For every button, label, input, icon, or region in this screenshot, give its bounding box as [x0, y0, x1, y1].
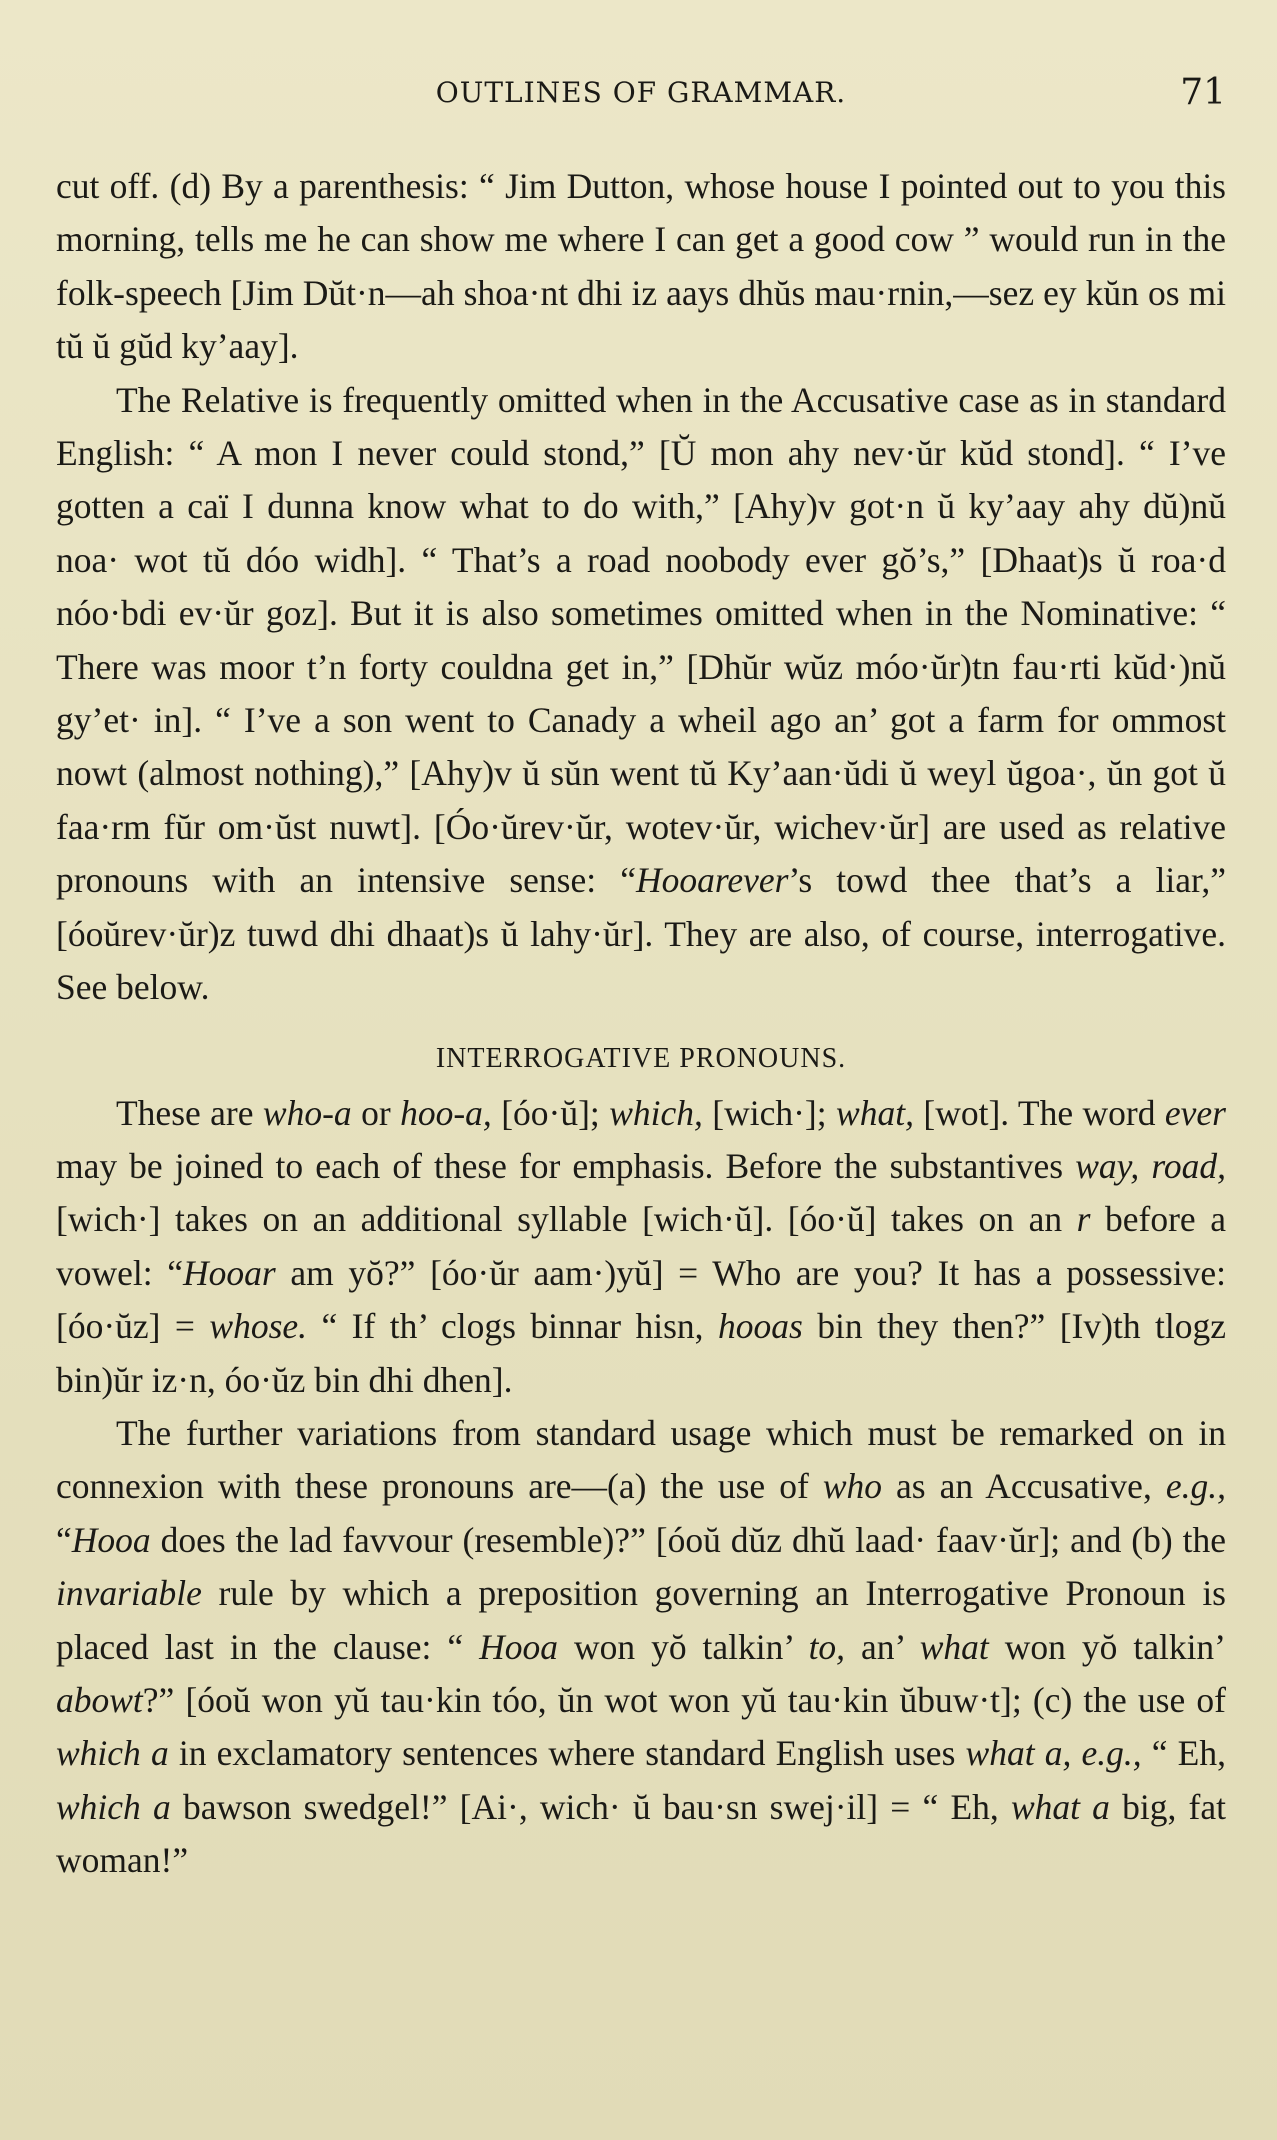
- italic-run: e.g.,: [1165, 1466, 1226, 1507]
- italic-run: which a: [56, 1733, 169, 1774]
- body-text: [56, 160, 1226, 1888]
- paragraph-continuation: [56, 160, 1226, 374]
- text-run: rule by which a preposition governing an Interrogative Pronoun is placed last in the clause: “: [56, 1573, 1226, 1667]
- italic-run: what,: [836, 1092, 914, 1133]
- text-run: an’: [845, 1626, 920, 1667]
- italic-run: hoo-a,: [400, 1092, 492, 1133]
- running-head: [56, 72, 1226, 116]
- text-run: bawson swedgel!” [Ai·, wich· ŭ bau·sn swej·il] = “ Eh,: [170, 1786, 1011, 1827]
- text-run: or: [351, 1092, 401, 1133]
- text-run: cut off. (d) By a parenthesis: “ Jim Dutton, whose house I pointed out to you this morning, tells me he can show me where I can get a good cow ” would run in the folk-speech [Jim Dŭt·n—ah shoa·nt dhi iz aays dhŭs mau·rnin,—sez ey kŭn os mi tŭ ŭ gŭd ky’aay].: [56, 166, 1226, 367]
- italic-run: who: [822, 1466, 883, 1507]
- italic-run: what a,: [965, 1733, 1072, 1774]
- italic-run: way, road,: [1075, 1145, 1226, 1186]
- italic-run: abowt: [56, 1679, 143, 1720]
- italic-run: what a: [1010, 1786, 1110, 1827]
- italic-run: Hooa: [479, 1626, 558, 1667]
- paragraph-variations: [56, 1407, 1226, 1888]
- text-run: may be joined to each of these for emphasis. Before the substantives: [56, 1145, 1076, 1186]
- italic-run: invariable: [56, 1573, 202, 1614]
- text-run: “ Eh,: [1141, 1733, 1226, 1774]
- paragraph-interrogatives: [56, 1087, 1226, 1407]
- text-run: “ If th’ clogs binnar hisn,: [307, 1306, 719, 1347]
- text-run: [wich·];: [702, 1092, 837, 1133]
- text-run: These are: [116, 1092, 263, 1133]
- italic-run: Hooa: [71, 1519, 151, 1560]
- italic-run: which a: [56, 1786, 171, 1827]
- italic-run: to,: [808, 1626, 846, 1667]
- text-run: big, fat woman!”: [56, 1786, 1226, 1881]
- text-run: The further variations from standard usage which must be remarked on in connexion with these pronouns are—(a) the use of: [56, 1412, 1226, 1507]
- text-run: [wich·] takes on an additional syllable [wich·ŭ]. [óo·ŭ] takes on an: [56, 1199, 1077, 1240]
- running-title: OUTLINES OF GRAMMAR.: [435, 76, 847, 109]
- text-run: as an Accusative,: [882, 1466, 1166, 1507]
- text-run: [óo·ŭ];: [491, 1092, 610, 1133]
- text-run: does the lad favvour (resemble)?” [óoŭ dŭz dhŭ laad· faav·ŭr]; and (b) the: [150, 1519, 1226, 1560]
- text-run: before a vowel: “: [56, 1199, 1226, 1293]
- text-run: am yŏ?” [óo·ŭr aam·)yŭ] = Who are you? It has a possessive: [óo·ŭz] =: [56, 1252, 1226, 1347]
- italic-run: which,: [609, 1092, 703, 1133]
- italic-run: whose.: [209, 1306, 308, 1347]
- italic-run: hooas: [718, 1306, 803, 1347]
- text-run: ’s towd thee that’s a liar,” [óoŭrev·ŭr)z tuwd dhi dhaat)s ŭ lahy·ŭr]. They are also, of course, interrogative. See below.: [56, 860, 1226, 1008]
- text-run: [wot]. The word: [913, 1092, 1165, 1133]
- text-run: ?” [óoŭ won yŭ tau·kin tóo, ŭn wot won yŭ tau·kin ŭbuw·t]; (c) the use of: [142, 1679, 1226, 1720]
- italic-run: Hooar: [183, 1252, 276, 1293]
- italic-run: e.g.,: [1081, 1733, 1142, 1774]
- italic-run: what: [919, 1626, 989, 1667]
- paragraph-relative-omission: [56, 374, 1226, 1015]
- text-run: bin they then?” [Iv)th tlogz bin)ŭr iz·n, óo·ŭz bin dhi dhen].: [56, 1306, 1226, 1400]
- text-run: won yŏ talkin’: [557, 1626, 809, 1667]
- italic-run: ever: [1164, 1092, 1226, 1133]
- text-run: The Relative is frequently omitted when in the Accusative case as in standard English: “ A mon I never could stond,” [Ŭ mon ahy nev·ŭr kŭd stond]. “ I’ve gotten a caï I dunna know what to do with,” [Ahy)v got·n ŭ ky’aay ahy dŭ)nŭ noa· wot tŭ dóo widh]. “ That’s a road noobody ever gŏ’s,” [Dhaat)s ŭ roa·d nóo·bdi ev·ŭr goz]. But it is also sometimes omitted when in the Nominative: “ There was moor t’n forty couldna get in,” [Dhŭr wŭz móo·ŭr)tn fau·rti kŭd·)nŭ gy’et· in]. “ I’ve a son went to Canady a wheil ago an’ got a farm for ommost nowt (almost nothing),” [Ahy)v ŭ sŭn went tŭ Ky’aan·ŭdi ŭ weyl ŭgoa·, ŭn got ŭ faa·rm fŭr om·ŭst nuwt]. [Óo·ŭrev·ŭr, wotev·ŭr, wichev·ŭr] are used as relative pronouns with an intensive sense: “: [56, 379, 1226, 901]
- text-run: in exclamatory sentences where standard English uses: [168, 1733, 966, 1774]
- section-heading: INTERROGATIVE PRONOUNS.: [435, 1042, 847, 1074]
- italic-run: who-a: [262, 1092, 352, 1133]
- italic-run: r: [1076, 1199, 1091, 1240]
- text-run: “: [56, 1519, 72, 1560]
- text-run: [1071, 1733, 1081, 1773]
- italic-run: Hooarever: [635, 860, 789, 901]
- text-run: won yŏ talkin’: [988, 1626, 1226, 1667]
- page-number: 71: [1180, 72, 1226, 113]
